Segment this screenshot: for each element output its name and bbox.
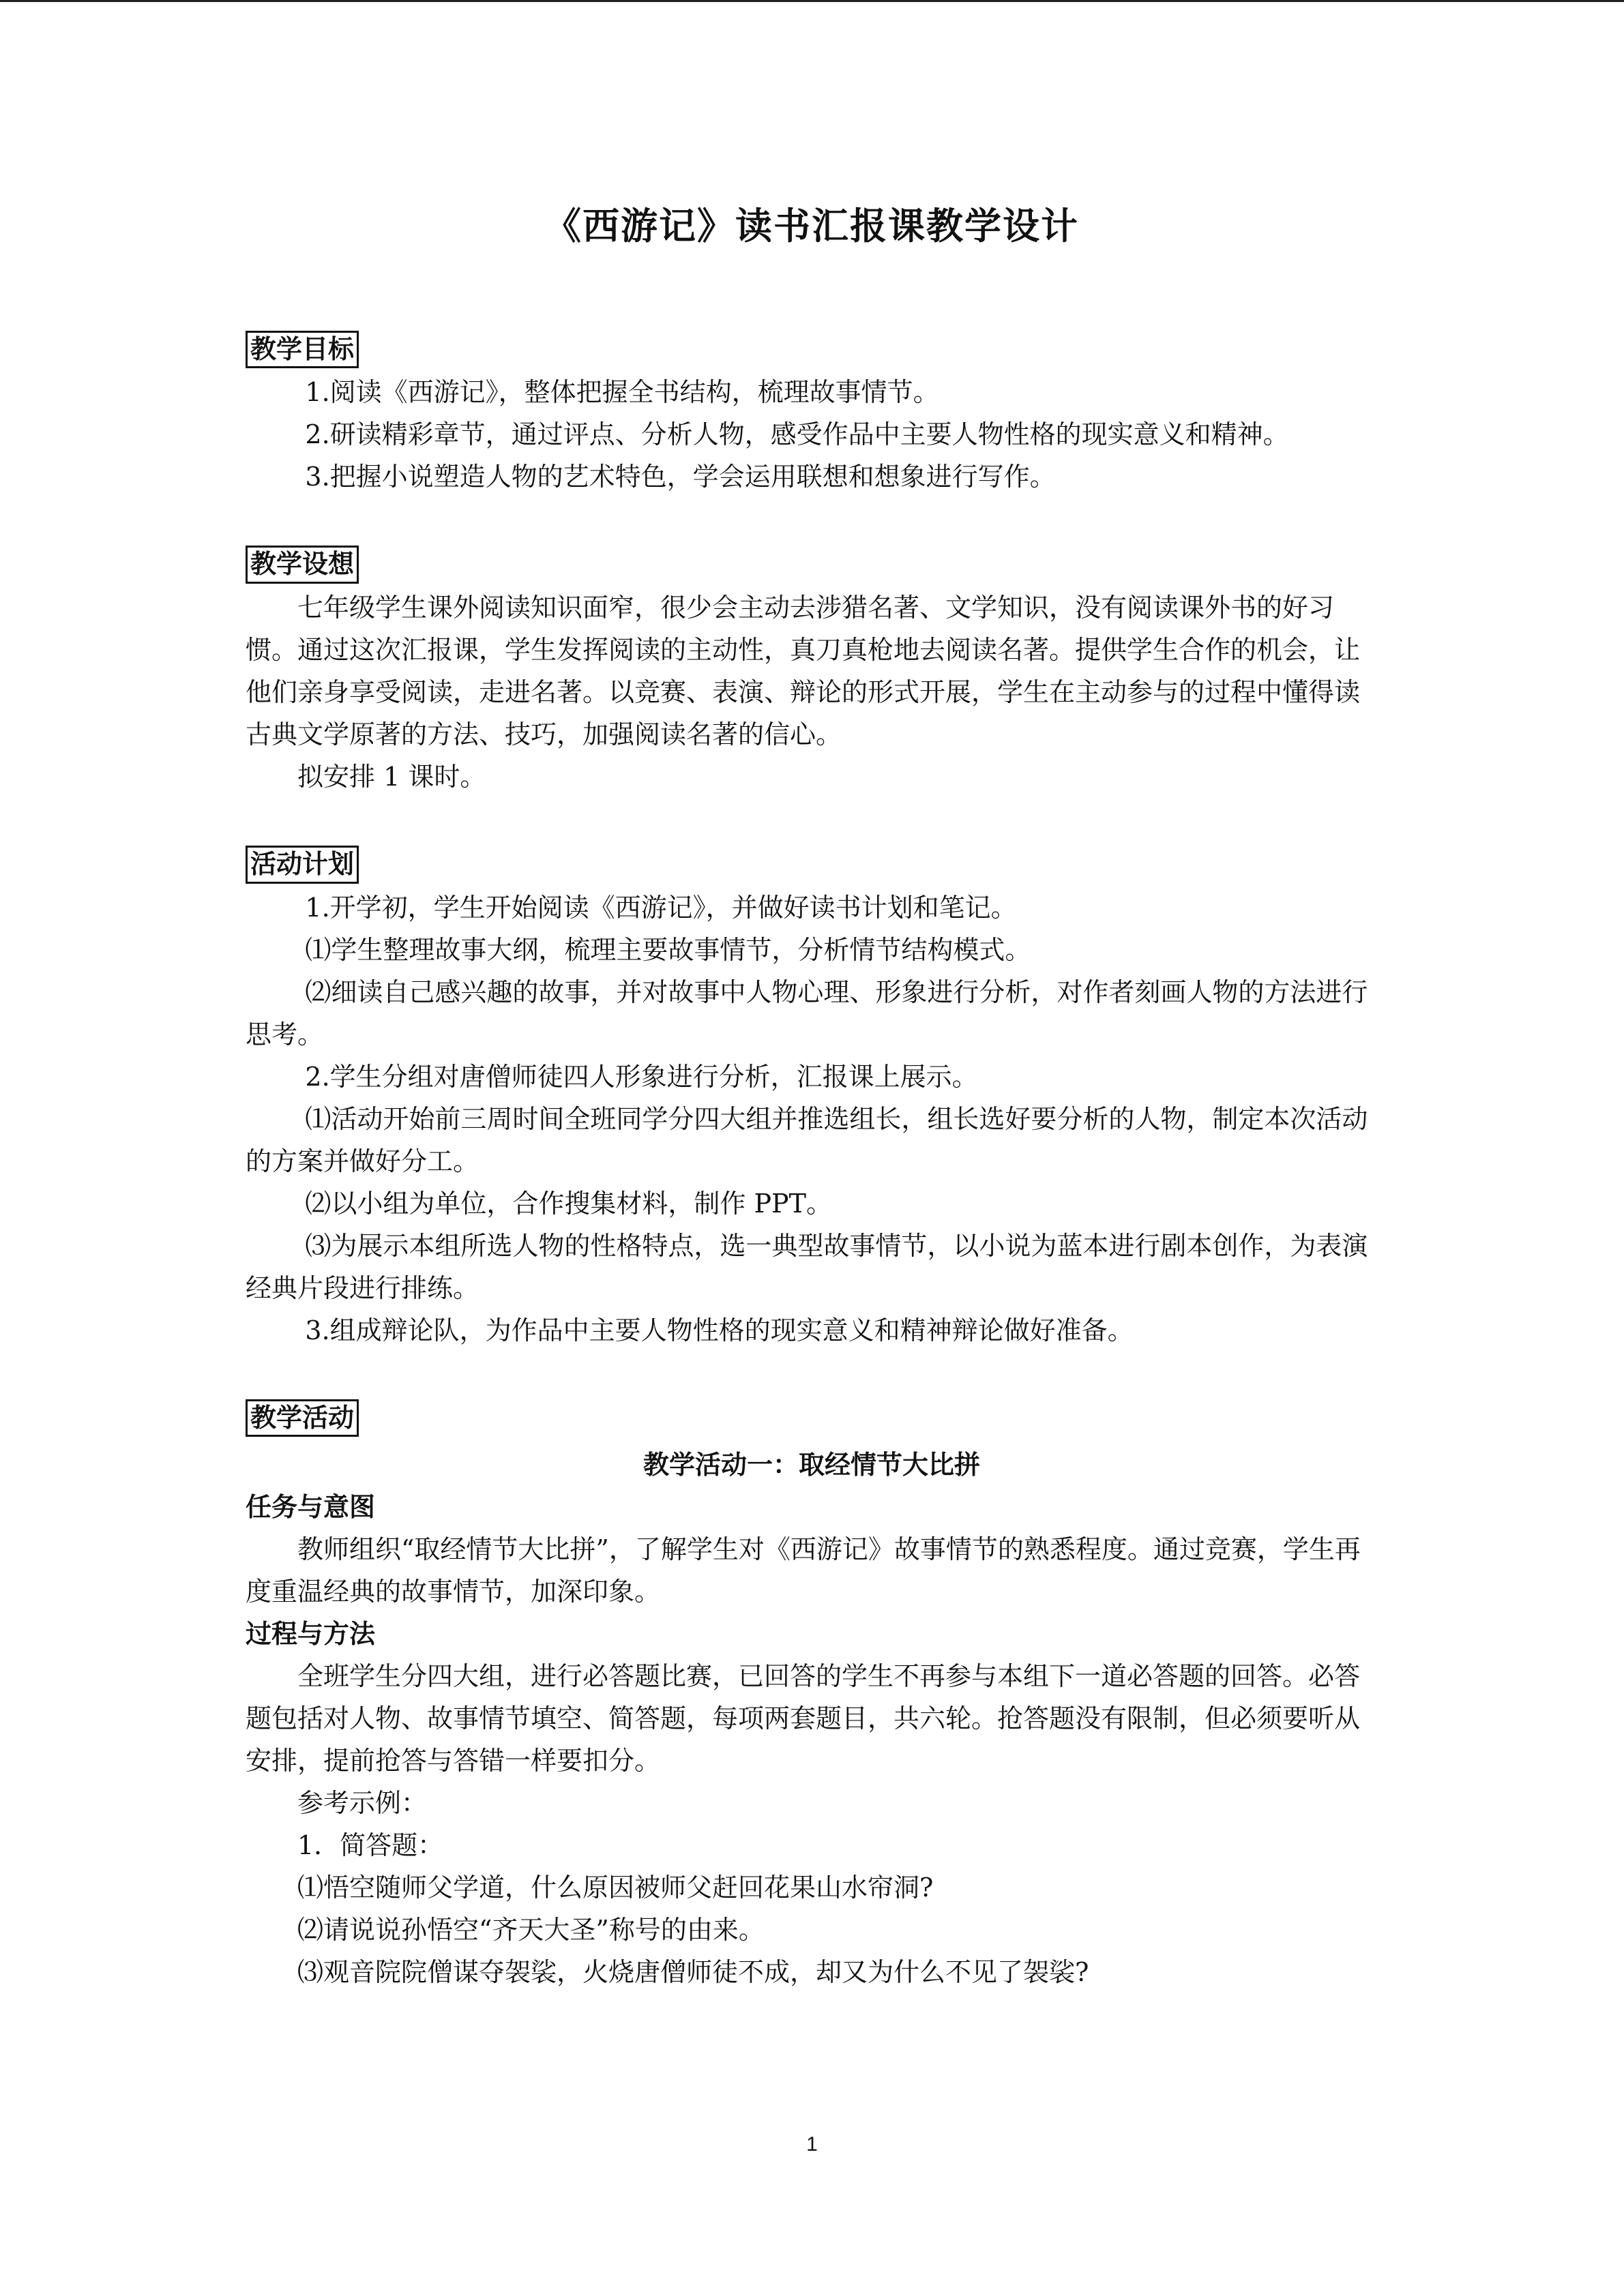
section-heading-plan: 活动计划 — [246, 846, 359, 884]
process-item: 全班学生分四大组，进行必答题比赛，已回答的学生不再参与本组下一道必答题的回答。必答题包括对人物、故事情节填空、简答题，每项两套题目，共六轮。抢答题没有限制，但必须要听从安排，提前抢答与答错一样要扣分。 — [246, 1661, 1361, 1776]
process-item: ⑴悟空随师父学道，什么原因被师父赶回花果山水帘洞? — [297, 1873, 934, 1903]
process-heading: 过程与方法 — [246, 1619, 376, 1650]
activity-one-title: 教学活动一：取经情节大比拼 — [643, 1450, 980, 1480]
section-heading-activities: 教学活动 — [246, 1399, 359, 1437]
section-heading-concept: 教学设想 — [246, 546, 359, 584]
section-heading-goals: 教学目标 — [246, 331, 359, 369]
plan-item: 1.开学初，学生开始阅读《西游记》，并做好读书计划和笔记。 — [305, 892, 1017, 923]
document-title: 《西游记》读书汇报课教学设计 — [544, 205, 1079, 248]
goal-item: 1.阅读《西游记》，整体把握全书结构，梳理故事情节。 — [305, 377, 939, 408]
task-heading: 任务与意图 — [246, 1492, 376, 1523]
section-goals — [246, 331, 1378, 498]
concept-paragraph: 拟安排 1 课时。 — [297, 761, 486, 792]
page-top-border — [0, 0, 1624, 2]
plan-item: ⑴学生整理故事大纲，梳理主要故事情节，分析情节结构模式。 — [305, 934, 1031, 965]
plan-item: ⑵细读自己感兴趣的故事，并对故事中人物心理、形象进行分析，对作者刻画人物的方法进行思考。 — [246, 976, 1368, 1049]
section-concept — [246, 546, 1378, 798]
document-page — [246, 205, 1378, 2041]
plan-item: 3.组成辩论队，为作品中主要人物性格的现实意义和精神辩论做好准备。 — [305, 1315, 1134, 1345]
plan-item: 2.学生分组对唐僧师徒四人形象进行分析，汇报课上展示。 — [305, 1061, 978, 1092]
concept-paragraph: 七年级学生课外阅读知识面窄，很少会主动去涉猎名著、文学知识，没有阅读课外书的好习惯。通过这次汇报课，学生发挥阅读的主动性，真刀真枪地去阅读名著。提供学生合作的机会，让他们亲身享受阅读，走进名著。以竞赛、表演、辩论的形式开展，学生在主动参与的过程中懂得读古典文学原著的方法、技巧，加强阅读名著的信心。 — [246, 592, 1361, 749]
process-item: 1．简答题： — [297, 1830, 444, 1861]
process-item: ⑵请说说孙悟空“齐天大圣”称号的由来。 — [297, 1915, 765, 1945]
plan-item: ⑶为展示本组所选人物的性格特点，选一典型故事情节，以小说为蓝本进行剧本创作，为表演经典片段进行排练。 — [246, 1230, 1368, 1303]
plan-item: ⑴活动开始前三周时间全班同学分四大组并推选组长，组长选好要分析的人物，制定本次活动的方案并做好分工。 — [246, 1103, 1368, 1176]
page-number: 1 — [806, 2133, 818, 2156]
task-text: 教师组织“取经情节大比拼”，了解学生对《西游记》故事情节的熟悉程度。通过竞赛，学生再度重温经典的故事情节，加深印象。 — [246, 1534, 1361, 1607]
process-item: ⑶观音院院僧谋夺袈裟，火烧唐僧师徒不成，却又为什么不见了袈裟? — [297, 1957, 1089, 1988]
goal-item: 3.把握小说塑造人物的艺术特色，学会运用联想和想象进行写作。 — [305, 462, 1056, 492]
plan-item: ⑵以小组为单位，合作搜集材料，制作 PPT。 — [305, 1188, 832, 1219]
process-item: 参考示例： — [297, 1788, 428, 1819]
section-plan — [246, 846, 1378, 1352]
goal-item: 2.研读精彩章节，通过评点、分析人物，感受作品中主要人物性格的现实意义和精神。 — [305, 419, 1289, 450]
section-activities — [246, 1399, 1378, 1994]
